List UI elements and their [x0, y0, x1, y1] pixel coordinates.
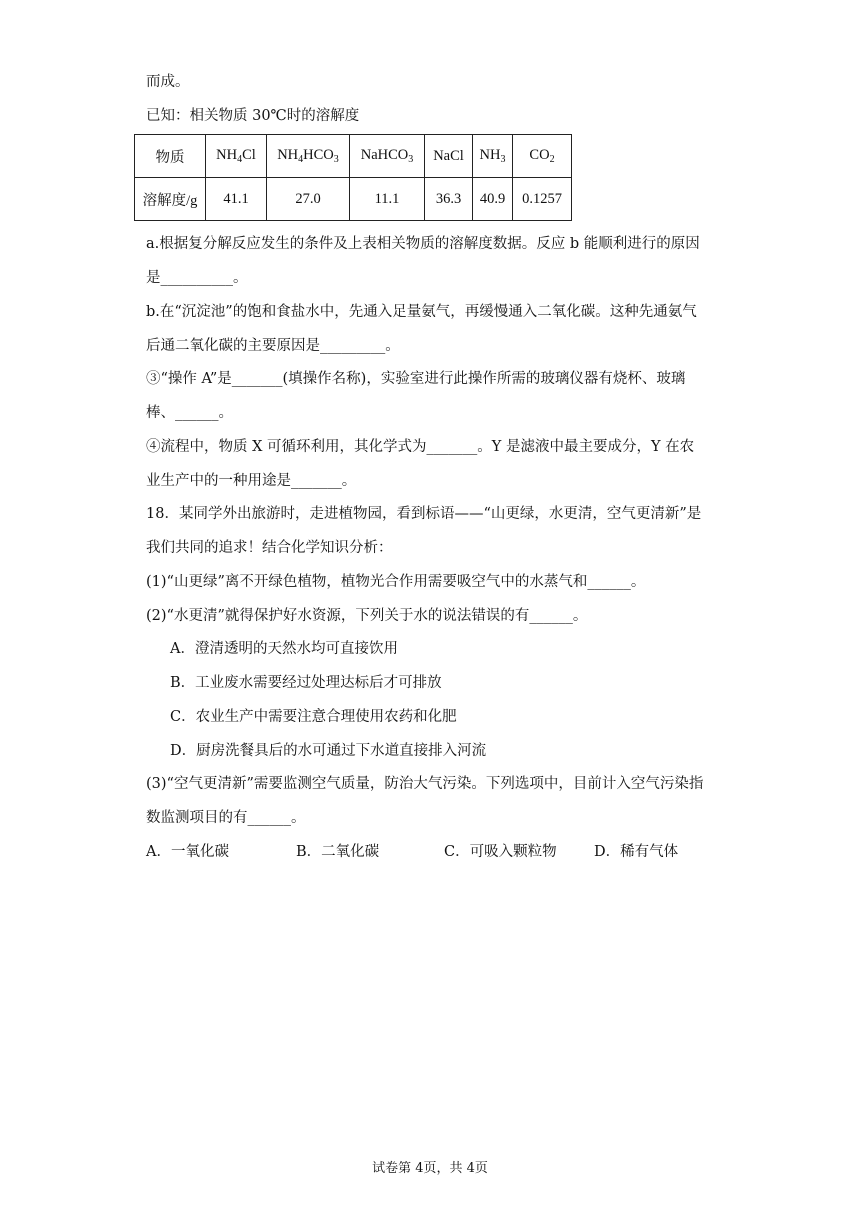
q2-option-a: A．澄清透明的天然水均可直接饮用	[170, 641, 398, 657]
table-header-cell: $NH_3$	[473, 135, 513, 178]
table-cell: 40.9	[473, 178, 513, 221]
question-18-stem: 18．某同学外出旅游时，走进植物园，看到标语——“山更绿，水更清，空气更清新”是	[146, 506, 702, 522]
page-footer: 试卷第 4页，共 4页	[372, 1161, 488, 1176]
body-line: ③“操作 A”是_______(填操作名称)，实验室进行此操作所需的玻璃仪器有烧杯、玻璃	[146, 371, 686, 387]
table-header-cell: $NH_4HCO_3$	[267, 135, 350, 178]
table-row-label: 溶解度/g	[135, 178, 206, 221]
q2-option-c: C．农业生产中需要注意合理使用农药和化肥	[170, 709, 457, 725]
question-1: (1)“山更绿”离不开绿色植物，植物光合作用需要吸空气中的水蒸气和______。	[146, 574, 646, 590]
q3-option-d: D．稀有气体	[594, 844, 679, 860]
table-row	[135, 178, 572, 221]
body-line: a.根据复分解反应发生的条件及上表相关物质的溶解度数据。反应 b 能顺利进行的原因	[146, 236, 700, 252]
question-3: 数监测项目的有______。	[146, 810, 306, 826]
table-header-cell: 物质	[135, 135, 206, 178]
intro-line: 而成。	[146, 74, 190, 90]
body-line: 棒、______。	[146, 405, 233, 421]
q3-option-c: C．可吸入颗粒物	[444, 844, 557, 860]
table-header-cell: NaHCO$_3$	[350, 135, 425, 178]
table-cell: 0.1257	[513, 178, 572, 221]
table-cell: 27.0	[267, 178, 350, 221]
table-row	[135, 135, 572, 178]
q2-option-b: B．工业废水需要经过处理达标后才可排放	[170, 675, 442, 691]
question-18-stem: 我们共同的追求！结合化学知识分析：	[146, 540, 393, 556]
question-3: (3)“空气更清新”需要监测空气质量，防治大气污染。下列选项中，目前计入空气污染指	[146, 776, 704, 792]
q3-option-a: A．一氧化碳	[146, 844, 229, 860]
table-cell: 41.1	[206, 178, 267, 221]
body-line: b.在“沉淀池”的饱和食盐水中，先通入足量氨气，再缓慢通入二氧化碳。这种先通氨气	[146, 304, 697, 320]
body-line: 是__________。	[146, 270, 248, 286]
table-cell: 36.3	[425, 178, 473, 221]
q3-option-b: B．二氧化碳	[296, 844, 380, 860]
table-header-cell: $CO_2$	[513, 135, 572, 178]
intro-line: 已知：相关物质 30℃时的溶解度	[146, 108, 360, 124]
solubility-table	[134, 134, 572, 221]
body-line: 后通二氧化碳的主要原因是_________。	[146, 338, 400, 354]
question-2: (2)“水更清”就得保护好水资源，下列关于水的说法错误的有______。	[146, 608, 588, 624]
body-line: 业生产中的一种用途是_______。	[146, 473, 357, 489]
table-cell: 11.1	[350, 178, 425, 221]
body-line: ④流程中，物质 X 可循环利用，其化学式为_______。Y 是滤液中最主要成分，Y 在农	[146, 439, 695, 455]
table-header-cell: $NH_4Cl$	[206, 135, 267, 178]
q2-option-d: D．厨房洗餐具后的水可通过下水道直接排入河流	[170, 743, 487, 759]
table-header-cell: NaCl	[425, 135, 473, 178]
